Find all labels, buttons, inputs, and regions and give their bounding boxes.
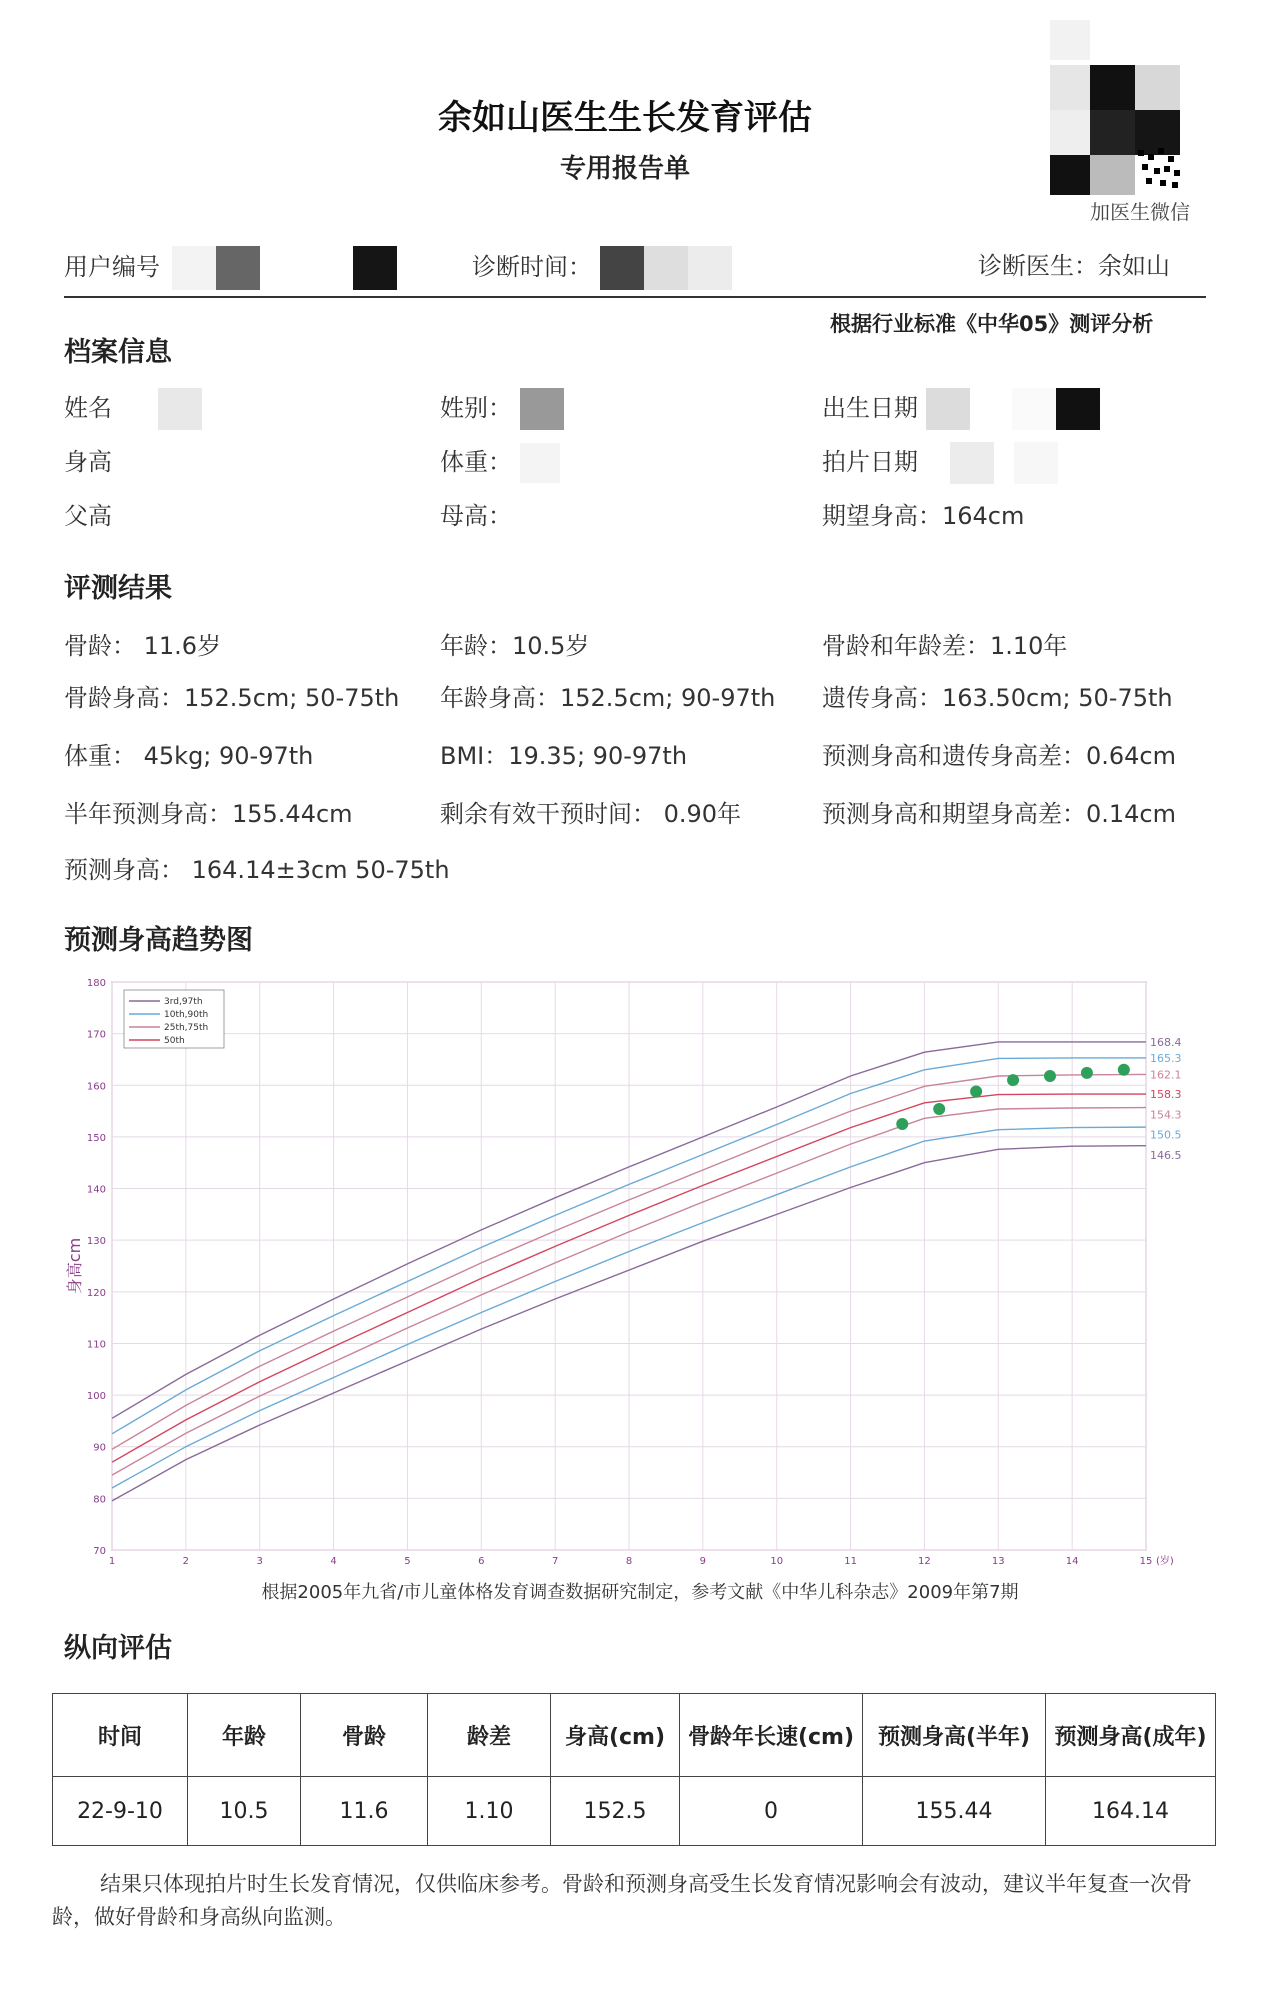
x-tick-label: 12 [918,1556,931,1567]
x-tick-label: 1 [108,1556,116,1567]
redacted-mosaic [158,388,202,430]
xray-date-label: 拍片日期 [822,448,918,476]
legend-label: 25th,75th [164,1023,209,1033]
header-pred-half-year: 预测身高(半年) [863,1694,1046,1777]
x-tick-label: 2 [182,1556,190,1567]
report-title: 余如山医生生长发育评估 [438,98,812,138]
cell-age: 10.5 [188,1777,301,1846]
curve-end-label: 150.5 [1150,1128,1182,1142]
cell-pred-half-year: 155.44 [863,1777,1046,1846]
curve-end-label: 146.5 [1150,1148,1182,1162]
x-tick-label: 4 [330,1556,337,1567]
report-subtitle: 专用报告单 [559,154,690,184]
x-tick-label: 6 [478,1556,485,1567]
cell-pred-adult: 164.14 [1046,1777,1216,1846]
measurement-point [970,1085,982,1097]
age-height-field: 年龄身高：152.5cm; 90-97th [440,684,776,712]
redacted-mosaic [216,246,260,290]
redacted-mosaic [926,388,970,430]
header-bone-age: 骨龄 [301,1694,428,1777]
x-tick-label: 3 [256,1556,263,1567]
cell-bone-age: 11.6 [301,1777,428,1846]
birth-field [822,388,1100,430]
standard-note: 根据行业标准《中华05》测评分析 [830,312,1154,336]
y-axis-label: 身高cm [65,1237,84,1295]
mother-height-field [440,496,512,531]
results-section-title: 评测结果 [64,573,172,604]
table-header-row [53,1694,1216,1777]
header-time: 时间 [53,1694,188,1777]
height-label: 身高 [64,448,112,476]
header-growth-rate: 骨龄年长速(cm) [680,1694,863,1777]
genetic-height-field: 遗传身高：163.50cm; 50-75th [822,684,1173,712]
name-label: 姓名 [64,394,112,422]
redacted-mosaic [688,246,732,290]
y-tick-label: 130 [86,1236,106,1248]
birth-label: 出生日期 [822,394,918,422]
half-year-pred-field: 半年预测身高：155.44cm [64,800,353,828]
father-height-label: 父高 [64,502,112,530]
height-field [64,442,112,477]
xray-date-field [822,442,1058,484]
x-tick-label: 13 [991,1556,1005,1567]
header-age-diff: 龄差 [428,1694,551,1777]
x-unit-label: (岁) [1156,1556,1174,1567]
x-tick-label: 14 [1065,1556,1079,1567]
x-tick-label: 15 [1139,1556,1153,1567]
longitudinal-table [52,1693,1216,1846]
weight-label: 体重： [440,448,512,476]
bone-age-field: 骨龄： 11.6岁 [64,632,222,660]
weight-result-field: 体重： 45kg; 90-97th [64,742,314,770]
y-tick-label: 140 [86,1184,106,1196]
pred-vs-genetic-field: 预测身高和遗传身高差：0.64cm [822,742,1177,770]
qr-label: 加医生微信 [1090,200,1190,224]
user-id-label: 用户编号 [64,253,160,281]
doctor-field [978,246,1170,281]
redacted-mosaic [520,443,560,483]
measurement-point [1044,1070,1056,1082]
expected-height-label: 期望身高： [822,502,942,530]
redacted-mosaic [1012,388,1056,430]
y-tick-label: 160 [86,1081,106,1093]
age-field: 年龄：10.5岁 [440,632,590,660]
y-tick-label: 120 [86,1287,106,1299]
gender-field [440,388,564,430]
diag-time-field [472,246,732,290]
measurement-point [933,1103,945,1115]
trend-section-title: 预测身高趋势图 [64,925,253,956]
redacted-mosaic [172,246,216,290]
cell-height: 152.5 [551,1777,680,1846]
curve-end-label: 154.3 [1150,1108,1182,1122]
legend-label: 3rd,97th [164,997,203,1007]
x-tick-label: 11 [844,1556,857,1567]
gender-label: 姓别： [440,394,512,422]
legend-label: 10th,90th [164,1010,209,1020]
qr-code [1050,20,1200,200]
profile-section-title: 档案信息 [64,337,172,368]
y-tick-label: 180 [86,978,106,989]
measurement-point [896,1118,908,1130]
diag-time-label: 诊断时间： [472,253,592,281]
growth-chart [65,972,1220,1572]
cell-growth-rate: 0 [680,1777,863,1846]
x-tick-label: 8 [625,1556,633,1567]
curve-end-label: 162.1 [1150,1068,1182,1082]
measurement-point [1081,1067,1093,1079]
footer-note: 结果只体现拍片时生长发育情况，仅供临床参考。骨龄和预测身高受生长发育情况影响会有波动，建议半年复查一次骨龄，做好骨龄和身高纵向监测。 [52,1872,1192,1929]
doctor-label: 诊断医生： [978,252,1098,280]
bmi-field: BMI：19.35; 90-97th [440,742,688,770]
measurement-point [1007,1074,1019,1086]
x-tick-label: 5 [404,1556,411,1567]
remaining-time-field: 剩余有效干预时间： 0.90年 [440,800,742,828]
y-tick-label: 150 [86,1132,106,1144]
doctor-name: 余如山 [1098,252,1170,280]
predicted-height-field: 预测身高： 164.14±3cm 50-75th [64,856,450,884]
bone-age-height-field: 骨龄身高：152.5cm; 50-75th [64,684,400,712]
age-diff-field: 骨龄和年龄差：1.10年 [822,632,1068,660]
longitudinal-section-title: 纵向评估 [64,1633,172,1664]
weight-field [440,442,560,483]
header-height: 身高(cm) [551,1694,680,1777]
pred-vs-expected-field: 预测身高和期望身高差：0.14cm [822,800,1177,828]
y-tick-label: 170 [86,1029,106,1041]
measurement-point [1118,1064,1130,1076]
x-tick-label: 10 [770,1556,784,1567]
y-tick-label: 70 [93,1546,106,1557]
expected-height-value: 164cm [942,502,1025,530]
x-tick-label: 7 [551,1556,559,1567]
redacted-mosaic [600,246,644,290]
redacted-mosaic [520,388,564,430]
y-tick-label: 90 [93,1442,106,1454]
user-id-field [64,246,397,290]
curve-end-label: 168.4 [1150,1035,1182,1049]
redacted-mosaic [353,246,397,290]
header-divider [64,296,1206,298]
table-row [53,1777,1216,1846]
header-pred-adult: 预测身高(成年) [1046,1694,1216,1777]
y-tick-label: 100 [86,1391,106,1403]
redacted-mosaic [1014,442,1058,484]
legend-label: 50th [164,1036,185,1046]
chart-reference: 根据2005年九省/市儿童体格发育调查数据研究制定，参考文献《中华儿科杂志》2009年第7期 [261,1582,1019,1603]
mother-height-label: 母高： [440,502,512,530]
y-tick-label: 80 [93,1494,106,1506]
expected-height-field [822,496,1024,531]
redacted-mosaic [1056,388,1100,430]
y-tick-label: 110 [86,1339,106,1351]
redacted-mosaic [644,246,688,290]
redacted-mosaic [950,442,994,484]
name-field [64,388,202,430]
cell-time: 22-9-10 [53,1777,188,1846]
curve-end-label: 158.3 [1150,1088,1182,1102]
x-tick-label: 9 [699,1556,707,1567]
curve-end-label: 165.3 [1150,1051,1182,1065]
father-height-field [64,496,112,531]
cell-age-diff: 1.10 [428,1777,551,1846]
header-age: 年龄 [188,1694,301,1777]
